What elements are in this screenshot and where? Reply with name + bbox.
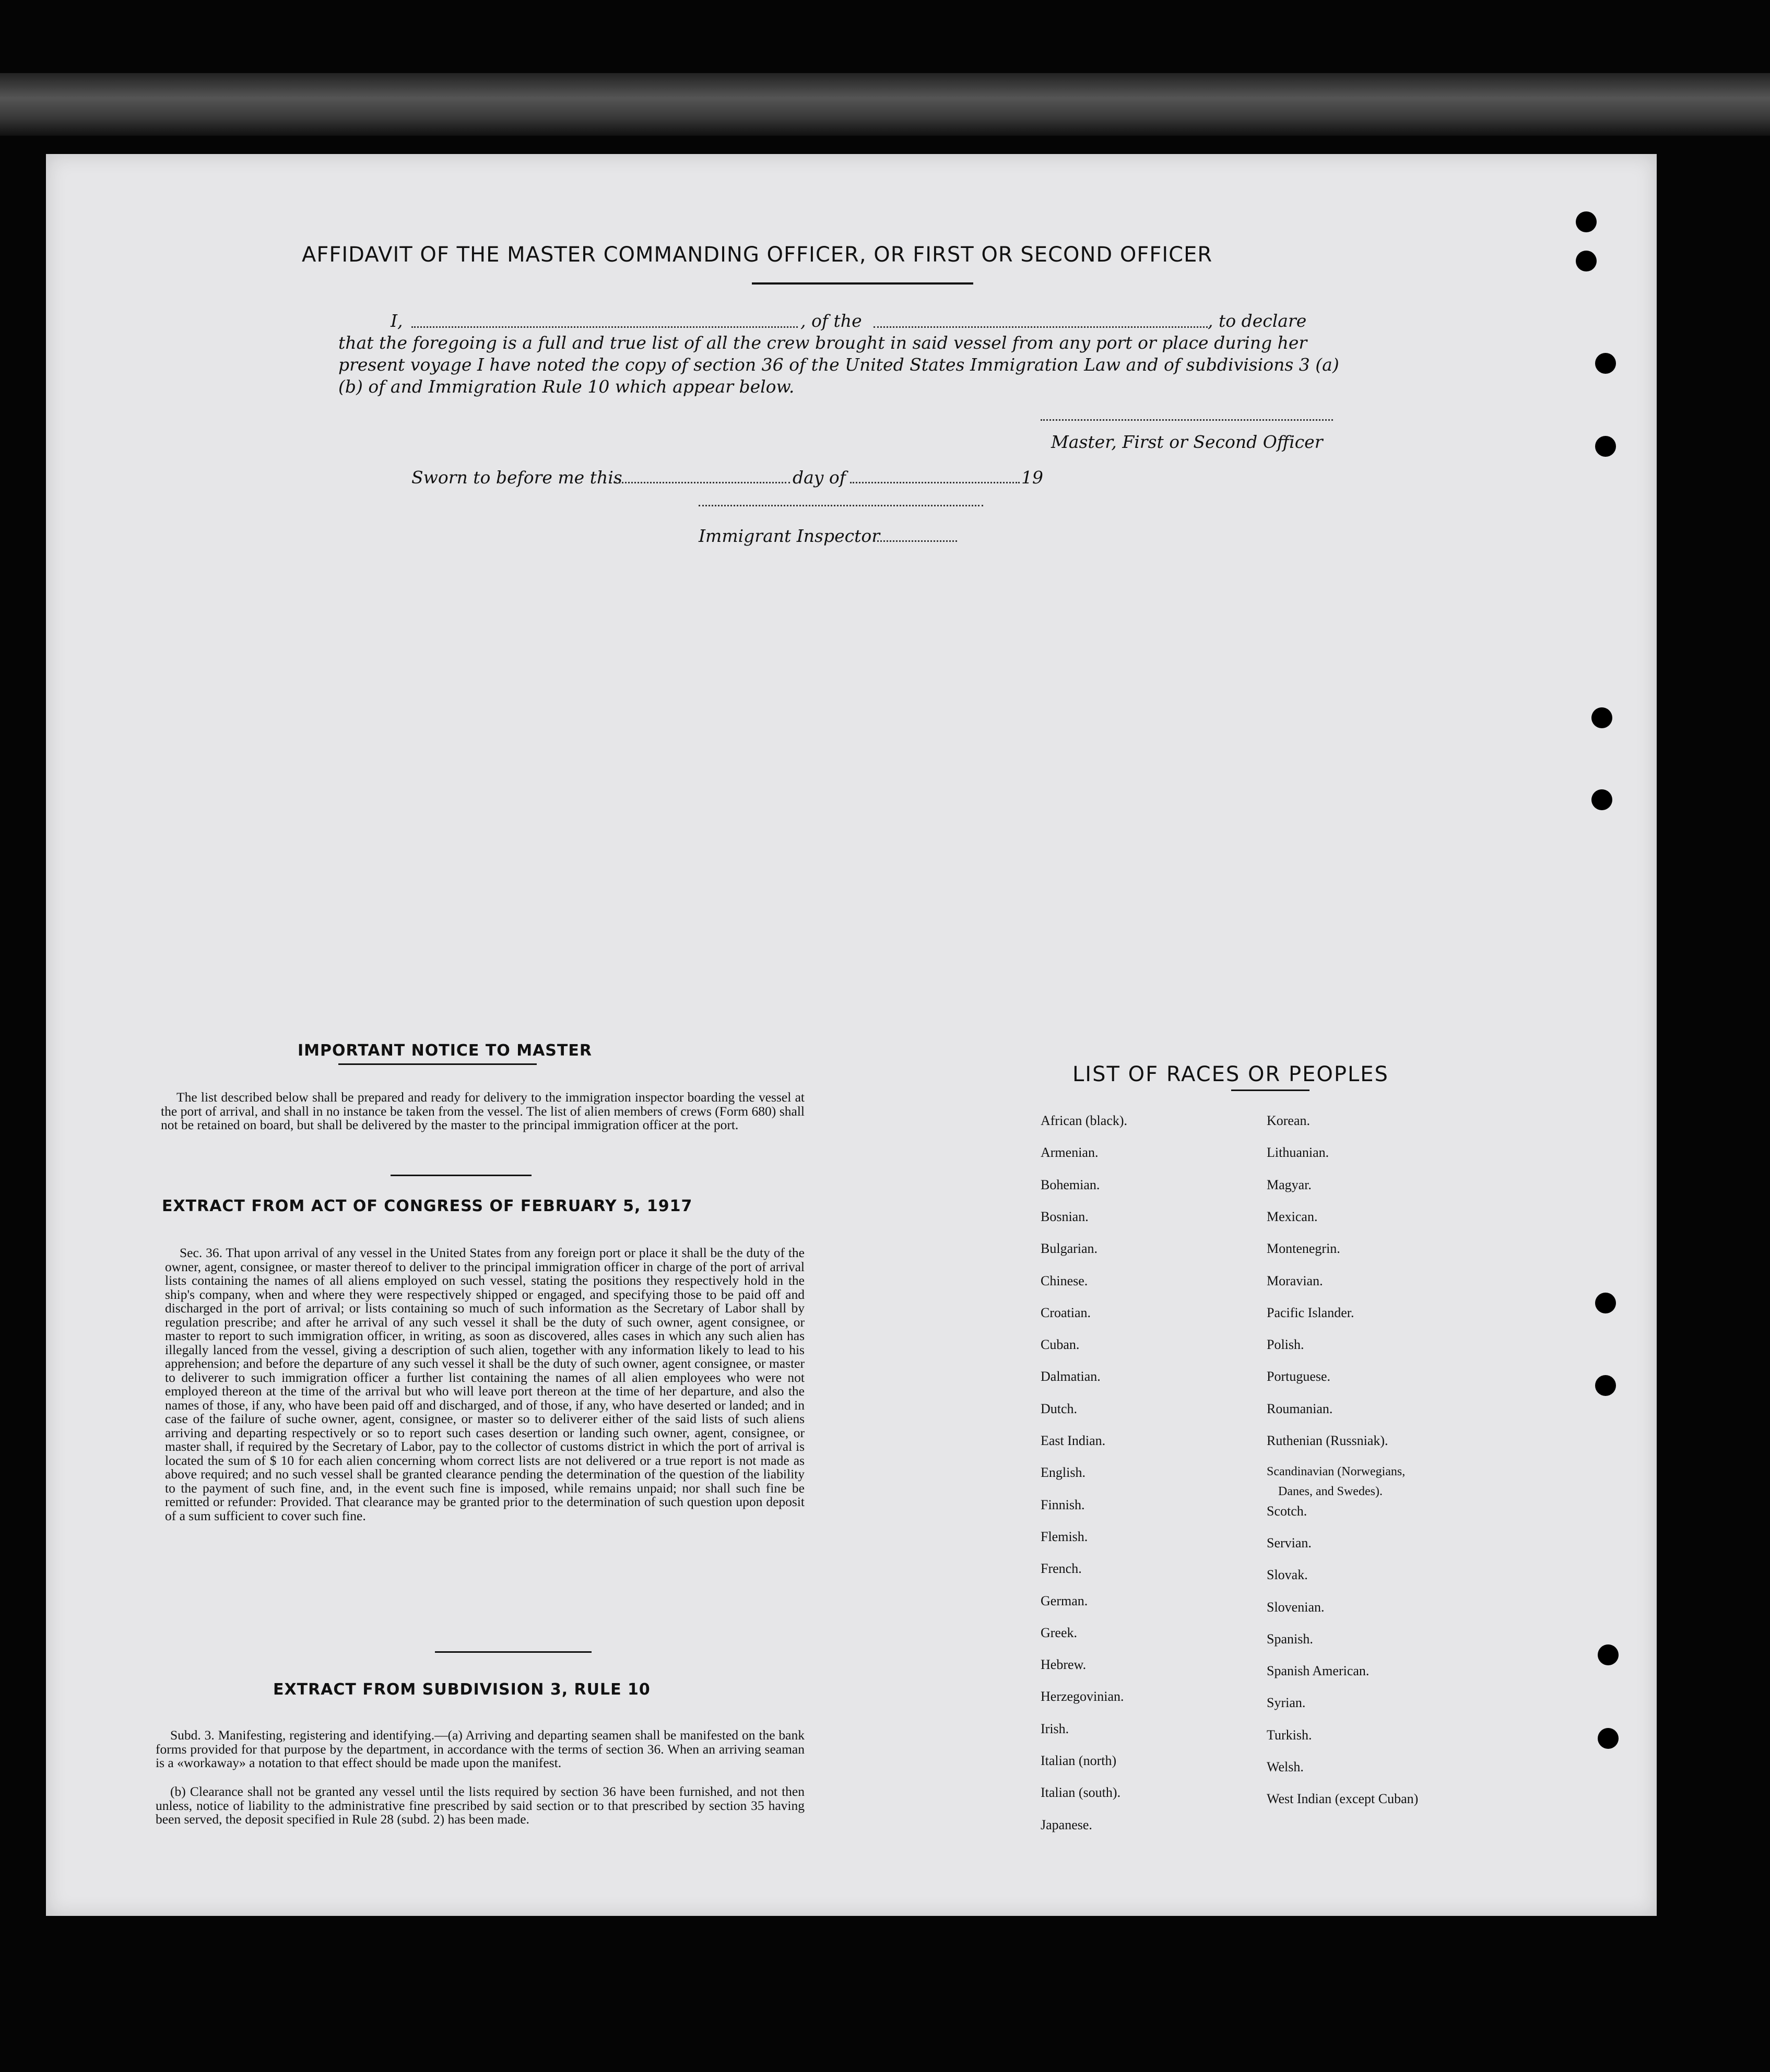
inspector-caption: Immigrant Inspector [699,526,880,546]
title-underline [752,282,973,285]
sworn-month-blank [850,482,1020,483]
race-item: Turkish. [1267,1727,1312,1743]
affidavit-title: AFFIDAVIT OF THE MASTER COMMANDING OFFICER, OR FIRST OR SECOND OFFICER [302,243,1213,267]
race-item: Hebrew. [1041,1657,1087,1673]
race-item: English. [1041,1465,1085,1481]
race-item: German. [1041,1593,1088,1608]
race-item: Bulgarian. [1041,1241,1098,1257]
race-item: Lithuanian. [1267,1145,1329,1161]
race-item: Moravian. [1267,1273,1323,1288]
race-item: Magyar. [1267,1177,1312,1192]
race-item: Roumanian. [1267,1401,1333,1416]
race-item: Slovenian. [1267,1599,1325,1615]
race-item: Italian (north) [1041,1753,1117,1768]
binder-hole [1595,1375,1616,1396]
binder-hole [1598,1728,1619,1749]
inspector-trail [874,540,957,542]
binder-hole [1576,251,1597,271]
race-scandinavian-continued: Danes, and Swedes). [1278,1485,1383,1498]
binder-hole [1598,1644,1619,1665]
race-item: Servian. [1267,1535,1312,1550]
race-item: Mexican. [1267,1209,1318,1224]
race-item: Syrian. [1267,1695,1306,1711]
affidavit-to-declare: , to declare [1208,311,1307,331]
race-item: Spanish. [1267,1631,1313,1647]
races-title: LIST OF RACES OR PEOPLES [1072,1062,1389,1086]
race-item: Greek. [1041,1625,1078,1640]
binder-hole [1576,211,1597,232]
race-item: Japanese. [1041,1817,1092,1832]
race-item: Slovak. [1267,1567,1308,1583]
race-item: Welsh. [1267,1759,1304,1774]
act-separator [435,1651,592,1653]
race-item: Scandinavian (Norwegians, [1267,1465,1406,1479]
race-item: Armenian. [1041,1145,1099,1161]
binder-hole [1591,789,1612,810]
inspector-blank [699,505,983,506]
notice-underline [338,1063,537,1065]
race-item: Cuban. [1041,1337,1080,1353]
race-item: Scotch. [1267,1503,1307,1519]
signature-caption: Master, First or Second Officer [1051,432,1323,452]
document-page [46,154,1657,1916]
sworn-year: 19 [1021,467,1043,488]
binder-hole [1595,1293,1616,1313]
race-item: Italian (south). [1041,1785,1121,1801]
notice-title: IMPORTANT NOTICE TO MASTER [298,1041,592,1060]
act-text: Sec. 36. That upon arrival of any vessel in the United States from any foreign port or place it shall be the duty of the owner, agent, consignee, or master thereof to deliver to the principal immigration officer in charge of the port of arrival lists containing the names of all aliens employed on such vessel, stating the positions they respectively hold in the ship's company, when and where they were respectively shipped or engaged, and specifying those to be paid off and discharged in the port of arrival; or lists containing so much of such information as the Secretary of Labor shall by regulation prescribe; and after he arrival of any such vessel it shall be the duty of such owner, agent consignee, or master to report to such immigration officer, in writing, as soon as discovered, alles cases in which any such alien has illegally lanced from the vessel, giving a description of such alien, together with any information likely to lead to his apprehension; and before the departure of any such vessel it shall be the duty of such owner, agent consignee, or master to deliverer to such immigration officer a further list containing the names of all alien employees who were not employed thereon at the time of the arrival but who will leave port thereon at the time of her departure, and also the names of those, if any, who have been paid off and discharged, and of those, if any, who have deserted or landed; and in case of the failure of suche owner, agent, consignee, or master so to deliverer either of the said lists of such aliens arriving and departing respectively or so to report such cases desertion or landing such owner, agent, consignee, or master shall, if required by the Secretary of Labor, pay to the collector of customs district in which the port of arrival is located the sum of $ 10 for each alien concerning whom correct lists are not delivered or a true report is not made as above required; and no such vessel shall be granted clearance pending the determination of the question of the liability to the payment of such fine, and, in the event such fine is imposed, while remains unpaid; nor shall such fine be remitted or refunder: Provided. That clearance may be granted prior to the determination of such question upon deposit of a sum sufficient to cover such fine. [165,1245,805,1523]
vessel-blank [874,326,1208,328]
race-item: Polish. [1267,1337,1304,1353]
race-item: Herzegovinian. [1041,1689,1124,1704]
rule-text-b: (b) Clearance shall not be granted any vessel until the lists required by section 36 have been furnished, and not then unless, notice of liability to the administrative fine prescribed by said section or to that prescribed by section 35 having been served, the deposit specified in Rule 28 (subd. 2) has been made. [156,1784,805,1827]
race-item: Korean. [1267,1113,1311,1128]
sworn-text: Sworn to before me this [411,467,622,488]
affidavit-line2: that the foregoing is a full and true list of all the crew brought in said vessel from any port or place during her [338,333,1307,353]
binder-hole [1595,353,1616,374]
affidavit-i: I, [391,311,403,331]
notice-text: The list described below shall be prepared and ready for delivery to the immigration inspector boarding the vessel at the port of arrival, and shall in no instance be taken from the vessel. The list of alien members of crews (Form 680) shall not be retained on board, but shall be delivered by the master to the principal immigration officer at the port. [161,1090,805,1132]
scanner-strip [0,73,1770,136]
races-underline [1231,1090,1309,1091]
race-item: Bohemian. [1041,1177,1100,1192]
binder-hole [1591,707,1612,728]
race-item: Portuguese. [1267,1369,1331,1384]
race-item: Dalmatian. [1041,1369,1101,1384]
sworn-day-of: day of [793,467,846,488]
race-item: Chinese. [1041,1273,1088,1288]
rule-text-a: Subd. 3. Manifesting, registering and identifying.—(a) Arriving and departing seamen shall be manifested on the bank forms provided for that purpose by the department, in accordance with the terms of section 36. When an arriving seaman is a «workaway» a notation to that effect should be made upon the manifest. [156,1727,805,1770]
race-item: Montenegrin. [1267,1241,1340,1257]
race-item: Spanish American. [1267,1663,1370,1679]
affidavit-of-the: , of the [800,311,862,331]
binder-hole [1595,436,1616,457]
race-item: East Indian. [1041,1433,1106,1448]
name-blank [411,326,798,328]
race-item: Dutch. [1041,1401,1078,1416]
race-item: Ruthenian (Russniak). [1267,1433,1388,1448]
race-item: Flemish. [1041,1529,1088,1544]
race-item: African (black). [1041,1113,1128,1128]
race-item: Finnish. [1041,1497,1085,1512]
race-item: Bosnian. [1041,1209,1089,1224]
race-item: Irish. [1041,1721,1069,1736]
race-item: French. [1041,1561,1082,1577]
affidavit-line1 [391,311,403,331]
act-title: EXTRACT FROM ACT OF CONGRESS OF FEBRUARY 5, 1917 [162,1197,693,1215]
affidavit-line3: present voyage I have noted the copy of section 36 of the United States Immigration Law and of subdivisions 3 (a) [338,354,1339,375]
notice-separator [391,1175,532,1176]
affidavit-line4: (b) of and Immigration Rule 10 which appear below. [338,376,795,397]
race-item: West Indian (except Cuban) [1267,1791,1419,1807]
race-item: Croatian. [1041,1305,1091,1320]
rule-title: EXTRACT FROM SUBDIVISION 3, RULE 10 [273,1680,651,1699]
sworn-day-blank [615,482,790,483]
race-item: Pacific Islander. [1267,1305,1354,1320]
signature-blank [1041,419,1333,421]
